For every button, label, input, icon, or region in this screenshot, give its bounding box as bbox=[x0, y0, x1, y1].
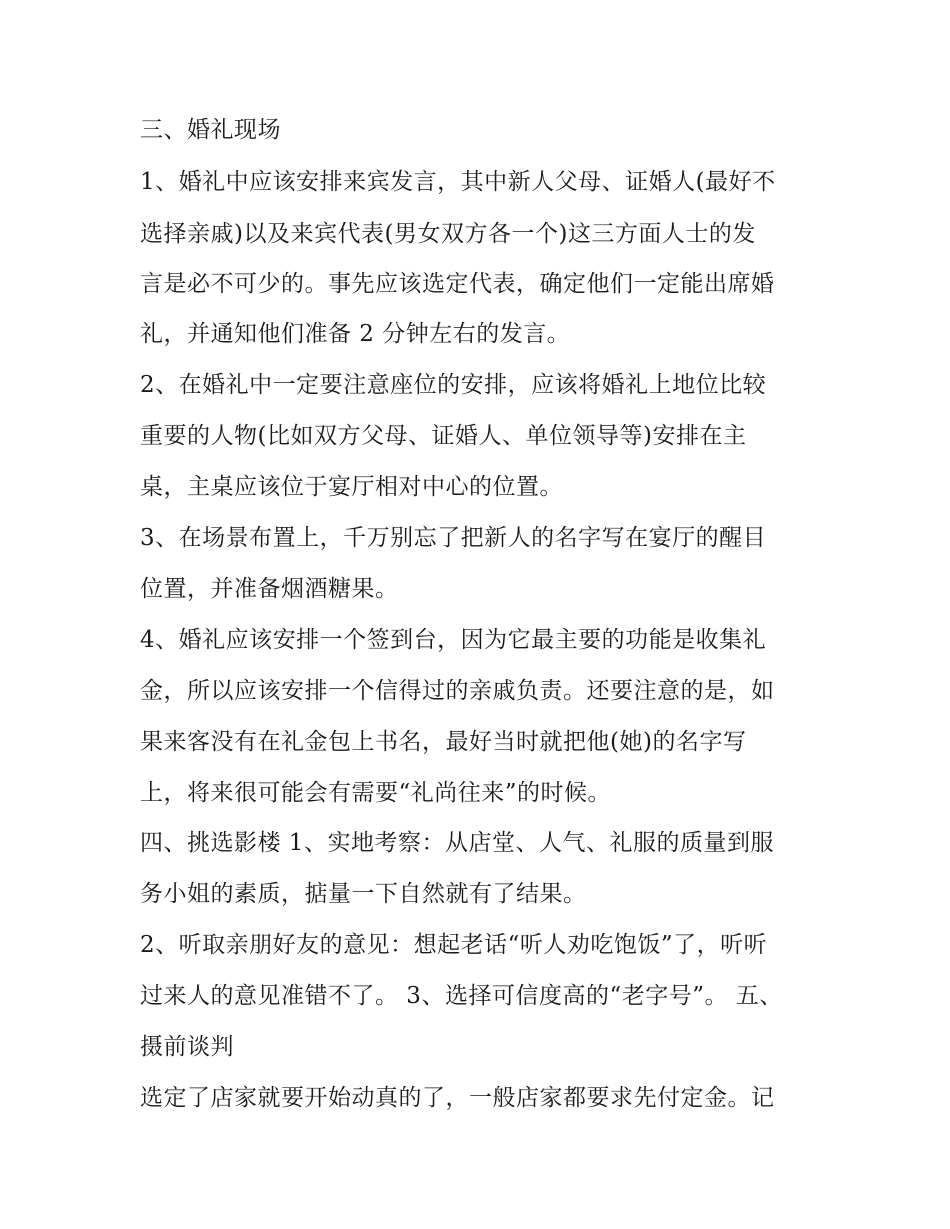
text-line: 言是必不可少的。事先应该选定代表，确定他们一定能出席婚 bbox=[140, 271, 775, 297]
section-heading-wedding-venue: 三、婚礼现场 bbox=[140, 117, 281, 143]
text-line: 2、在婚礼中一定要注意座位的安排，应该将婚礼上地位比较 bbox=[140, 372, 767, 398]
text-line: 上，将来很可能会有需要“礼尚往来”的时候。 bbox=[140, 780, 612, 806]
text-line: 重要的人物(比如双方父母、证婚人、单位领导等)安排在主 bbox=[140, 423, 747, 449]
text-line: 选择亲戚)以及来宾代表(男女双方各一个)这三方面人士的发 bbox=[140, 221, 756, 247]
text-line: 礼，并通知他们准备 2 分钟左右的发言。 bbox=[140, 321, 571, 347]
text-line: 3、在场景布置上，千万别忘了把新人的名字写在宴厅的醒目 bbox=[140, 525, 767, 551]
text-line: 4、婚礼应该安排一个签到台，因为它最主要的功能是收集礼 bbox=[140, 627, 767, 653]
text-line: 金，所以应该安排一个信得过的亲戚负责。还要注意的是，如 bbox=[140, 678, 775, 704]
text-line: 1、婚礼中应该安排来宾发言，其中新人父母、证婚人(最好不 bbox=[140, 169, 776, 195]
text-line: 选定了店家就要开始动真的了，一般店家都要求先付定金。记 bbox=[140, 1085, 775, 1111]
text-line: 桌，主桌应该位于宴厅相对中心的位置。 bbox=[140, 474, 563, 500]
text-line: 务小姐的素质，掂量一下自然就有了结果。 bbox=[140, 881, 587, 907]
text-line: 2、听取亲朋好友的意见：想起老话“听人劝吃饱饭”了，听听 bbox=[140, 932, 768, 958]
text-line: 过来人的意见准错不了。 3、选择可信度高的“老字号”。 五、 bbox=[140, 983, 783, 1009]
text-line: 果来客没有在礼金包上书名，最好当时就把他(她)的名字写 bbox=[140, 729, 747, 755]
text-line: 四、挑选影楼 1、实地考察：从店堂、人气、礼服的质量到服 bbox=[140, 830, 774, 856]
text-line: 位置，并准备烟酒糖果。 bbox=[140, 576, 399, 602]
text-line: 摄前谈判 bbox=[140, 1034, 234, 1060]
